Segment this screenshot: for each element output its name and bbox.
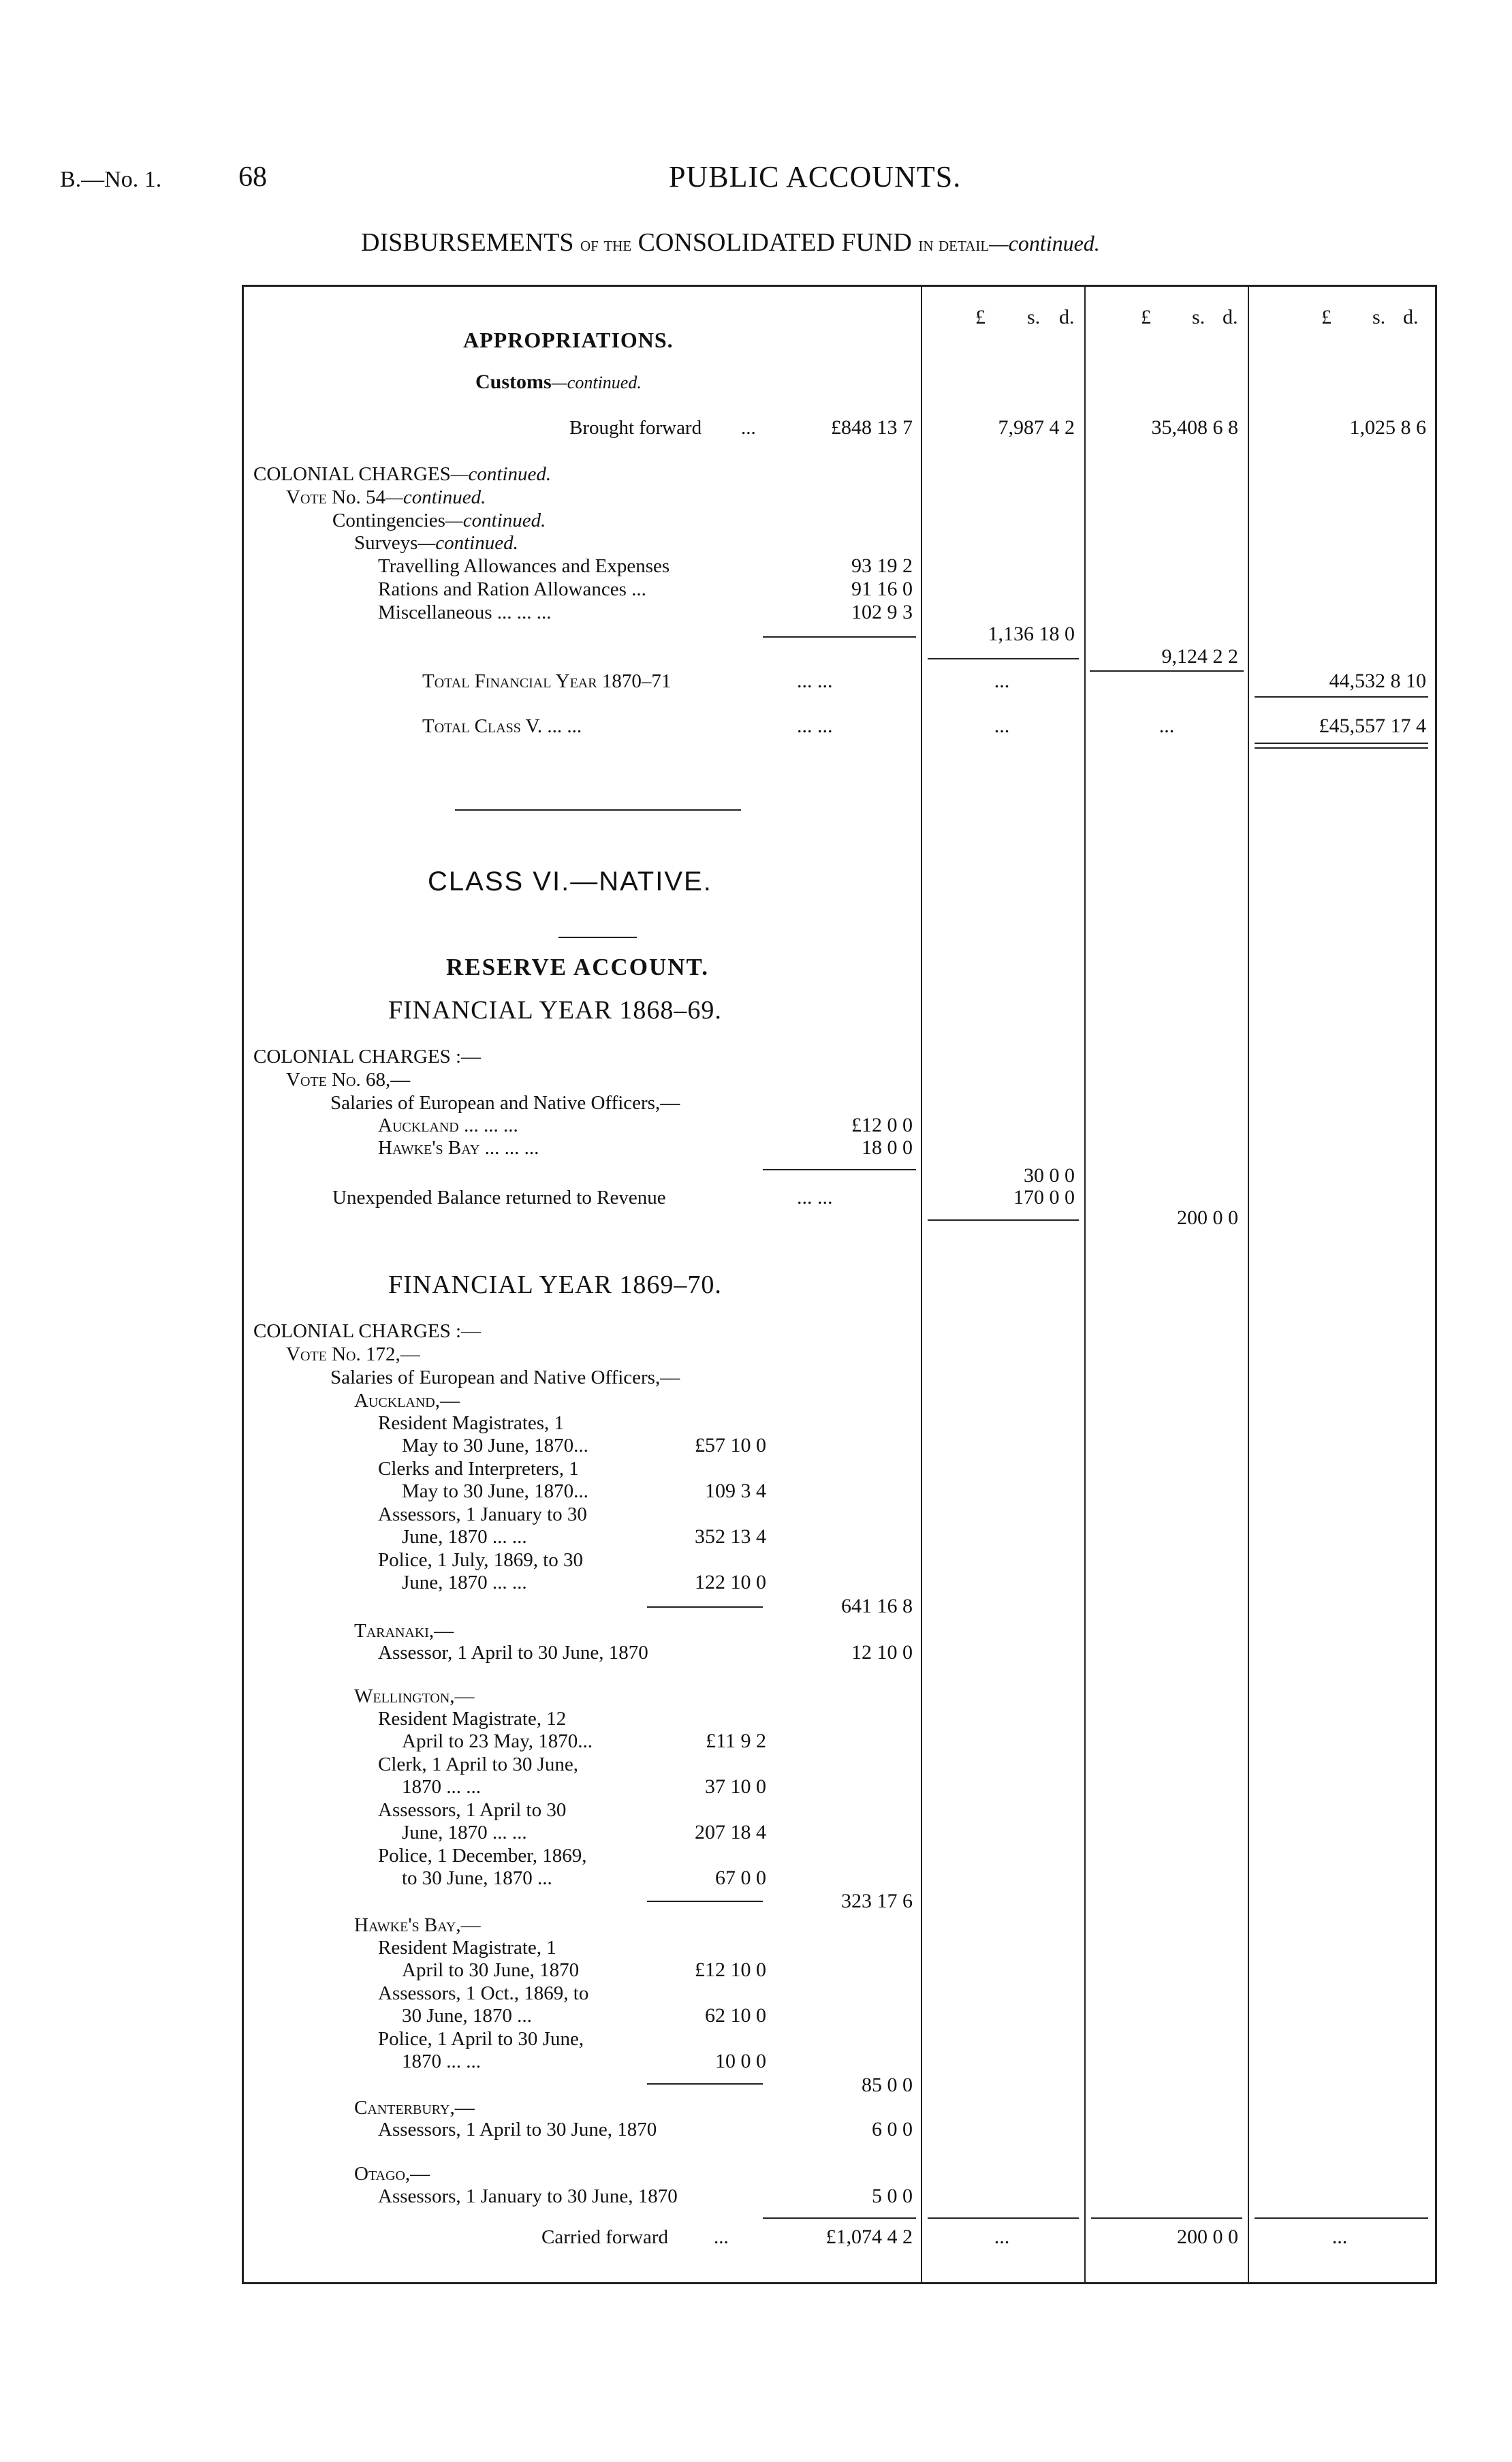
canterbury-amount: 6 0 0: [872, 2118, 913, 2140]
appropriations-heading: APPROPRIATIONS.: [463, 328, 674, 352]
otago-item-label: Assessors, 1 January to 30 June, 1870: [378, 2185, 678, 2207]
auckland-item-amount: 109 3 4: [705, 1480, 766, 1502]
auckland-item-line1: Clerks and Interpreters, 1: [378, 1458, 579, 1480]
auckland-item-line2: May to 30 June, 1870...: [402, 1435, 588, 1456]
auckland-item-line2: May to 30 June, 1870...: [402, 1480, 588, 1502]
brought-forward-dots: ...: [741, 417, 756, 439]
surveys-item-amount: 93 19 2: [851, 555, 913, 577]
brought-forward-col4: 1,025 8 6: [1349, 416, 1426, 439]
colonial-charges-label: COLONIAL CHARGES: [253, 463, 451, 485]
unexpended-balance-col2: 170 0 0: [1013, 1186, 1075, 1209]
col4-rule: [1255, 2217, 1428, 2219]
wellington-item-amount: 37 10 0: [705, 1775, 766, 1798]
carried-forward-col2: ...: [994, 2226, 1010, 2248]
auckland-heading: Auckland,—: [354, 1390, 460, 1412]
hawkes-bay-total: 85 0 0: [862, 2074, 913, 2096]
table-top-border: [242, 285, 1437, 287]
total-class-v-dots: ... ...: [797, 715, 833, 737]
auckland-item-amount: 352 13 4: [695, 1525, 766, 1548]
col3-pence-heading: d.: [1223, 306, 1238, 328]
col2-shillings-heading: s.: [1027, 306, 1041, 328]
auckland-item-line2: June, 1870 ... ...: [402, 1526, 527, 1548]
surveys-item-label: Rations and Ration Allowances ...: [378, 578, 646, 600]
surveys-item-amount: 102 9 3: [851, 601, 913, 623]
province-item-label: Hawke's Bay ... ... ...: [378, 1137, 539, 1159]
customs-label: Customs: [475, 371, 552, 393]
col2-rule: [928, 658, 1079, 659]
section-separator: [455, 809, 741, 811]
surveys-subtotal-col3: 9,124 2 2: [1161, 645, 1238, 668]
wellington-item-line1: Police, 1 December, 1869,: [378, 1845, 587, 1867]
column-divider-2: [1084, 285, 1086, 2284]
reserve-subtotal-col2: 30 0 0: [1024, 1164, 1075, 1187]
subtotal-rule: [763, 1169, 916, 1170]
brought-forward-col3: 35,408 6 8: [1151, 416, 1238, 439]
column-divider-1: [921, 285, 922, 2284]
carried-forward-col4: ...: [1332, 2226, 1348, 2248]
vote-68-heading: Vote No. 68,—: [286, 1069, 411, 1091]
carried-forward-col3: 200 0 0: [1177, 2226, 1238, 2248]
hawkes-bay-item-amount: 10 0 0: [715, 2050, 766, 2072]
wellington-total: 323 17 6: [841, 1890, 913, 1912]
wellington-heading: Wellington,—: [354, 1685, 475, 1707]
carried-forward-rule: [763, 2217, 916, 2219]
vote-54-heading: [286, 486, 486, 508]
carried-forward-dots: ...: [714, 2226, 729, 2248]
hawkes-bay-item-line1: Resident Magistrate, 1: [378, 1937, 556, 1959]
total-financial-year-dots: ... ...: [797, 670, 833, 692]
surveys-item-label: Travelling Allowances and Expenses: [378, 555, 670, 577]
customs-heading: [475, 371, 642, 394]
vote-number: No. 54: [326, 486, 386, 508]
wellington-item-line2: June, 1870 ... ...: [402, 1822, 527, 1843]
page-subtitle: [361, 228, 1100, 257]
total-class-v-label: Total Class V. ... ...: [422, 715, 582, 737]
total-financial-year-col2: ...: [994, 670, 1010, 692]
col4-shillings-heading: s.: [1372, 306, 1386, 328]
subtitle-of-the: of the: [580, 233, 632, 255]
colonial-charges-heading: [253, 463, 551, 485]
auckland-item-line2: June, 1870 ... ...: [402, 1572, 527, 1593]
surveys-heading: [354, 532, 518, 554]
contingencies-continued: —continued.: [445, 510, 546, 531]
col3-shillings-heading: s.: [1192, 306, 1206, 328]
subtotal-rule: [647, 1606, 763, 1608]
col4-pence-heading: d.: [1403, 306, 1419, 328]
hawkes-bay-item-line2: 1870 ... ...: [402, 2051, 481, 2072]
salaries-heading: Salaries of European and Native Officers,—: [330, 1367, 680, 1388]
surveys-label: Surveys: [354, 532, 418, 554]
unexpended-balance-dots: ... ...: [797, 1186, 833, 1209]
subtitle-continued: —continued.: [989, 231, 1100, 255]
total-financial-year-label: Total Financial Year 1870–71: [422, 670, 672, 692]
class-vi-heading: CLASS VI.—NATIVE.: [428, 867, 712, 897]
canterbury-heading: Canterbury,—: [354, 2097, 475, 2119]
colonial-charges-heading: COLONIAL CHARGES :—: [253, 1320, 482, 1342]
vote-label: Vote: [286, 486, 327, 508]
vote-continued: —continued.: [385, 486, 486, 508]
auckland-item-line1: Resident Magistrates, 1: [378, 1412, 565, 1434]
customs-continued: —continued.: [551, 373, 642, 392]
surveys-continued: —continued.: [418, 532, 518, 554]
carried-forward-label: Carried forward: [541, 2226, 668, 2248]
otago-amount: 5 0 0: [872, 2185, 913, 2207]
wellington-item-line2: to 30 June, 1870 ...: [402, 1867, 552, 1889]
financial-year-1868-heading: FINANCIAL YEAR 1868–69.: [388, 996, 722, 1025]
subtitle-consolidated-fund: CONSOLIDATED FUND: [637, 228, 912, 257]
wellington-item-line1: Resident Magistrate, 12: [378, 1708, 567, 1730]
surveys-item-amount: 91 16 0: [851, 578, 913, 600]
auckland-item-line1: Police, 1 July, 1869, to 30: [378, 1549, 584, 1571]
subtitle-in-detail: in detail: [918, 233, 990, 255]
hawkes-bay-item-line2: 30 June, 1870 ...: [402, 2005, 532, 2027]
wellington-item-line1: Clerk, 1 April to 30 June,: [378, 1754, 579, 1775]
col4-rule: [1255, 696, 1428, 698]
col3-rule: [1091, 2217, 1242, 2219]
salaries-heading: Salaries of European and Native Officers,—: [330, 1092, 680, 1114]
col3-pound-heading: £: [1141, 306, 1151, 328]
total-financial-year-col4: 44,532 8 10: [1329, 670, 1426, 692]
auckland-item-line1: Assessors, 1 January to 30: [378, 1503, 587, 1525]
brought-forward-label: Brought forward: [569, 417, 702, 439]
surveys-item-label: Miscellaneous ... ... ...: [378, 602, 552, 623]
auckland-item-amount: 122 10 0: [695, 1571, 766, 1593]
subtotal-rule: [647, 2083, 763, 2085]
colonial-charges-continued: —continued.: [450, 463, 552, 485]
subtotal-rule: [763, 636, 916, 638]
col2-pence-heading: d.: [1059, 306, 1075, 328]
wellington-item-line1: Assessors, 1 April to 30: [378, 1799, 567, 1821]
col4-double-rule-bottom: [1255, 747, 1428, 749]
contingencies-heading: [332, 510, 546, 531]
table-left-border: [242, 285, 244, 2284]
wellington-item-line2: 1870 ... ...: [402, 1776, 481, 1798]
hawkes-bay-item-line2: April to 30 June, 1870: [402, 1959, 580, 1981]
page-number: 68: [238, 161, 267, 193]
province-item-amount: £12 0 0: [851, 1114, 913, 1136]
col4-pound-heading: £: [1321, 306, 1332, 328]
table-bottom-border: [242, 2282, 1437, 2284]
col2-rule: [928, 1219, 1079, 1221]
province-item-label: Auckland ... ... ...: [378, 1115, 518, 1136]
col2-pound-heading: £: [975, 306, 986, 328]
financial-year-1869-heading: FINANCIAL YEAR 1869–70.: [388, 1271, 722, 1299]
auckland-item-amount: £57 10 0: [695, 1434, 766, 1456]
hawkes-bay-item-amount: 62 10 0: [705, 2004, 766, 2027]
brought-forward-col2: 7,987 4 2: [998, 416, 1075, 439]
hawkes-bay-item-line1: Police, 1 April to 30 June,: [378, 2028, 584, 2050]
otago-heading: Otago,—: [354, 2163, 430, 2185]
col3-rule: [1090, 670, 1244, 672]
total-class-v-col3: ...: [1159, 715, 1175, 737]
col4-double-rule-top: [1255, 743, 1428, 744]
wellington-item-amount: 67 0 0: [715, 1867, 766, 1889]
vote-172-heading: Vote No. 172,—: [286, 1343, 420, 1365]
short-rule: [558, 937, 637, 938]
total-class-v-col4: £45,557 17 4: [1319, 715, 1426, 737]
subtitle-disbursements: DISBURSEMENTS: [361, 228, 574, 257]
total-class-v-col2: ...: [994, 715, 1010, 737]
hawkes-bay-heading: Hawke's Bay,—: [354, 1914, 481, 1936]
hawkes-bay-item-line1: Assessors, 1 Oct., 1869, to: [378, 1982, 589, 2004]
carried-forward-amount: £1,074 4 2: [825, 2226, 913, 2248]
table-right-border: [1435, 285, 1437, 2284]
taranaki-item-label: Assessor, 1 April to 30 June, 1870: [378, 1642, 648, 1664]
col2-rule: [928, 2217, 1079, 2219]
taranaki-heading: Taranaki,—: [354, 1620, 454, 1642]
brought-forward-amount: £848 13 7: [831, 416, 913, 439]
reserve-total-col3: 200 0 0: [1177, 1206, 1238, 1229]
canterbury-item-label: Assessors, 1 April to 30 June, 1870: [378, 2119, 657, 2140]
reserve-account-heading: RESERVE ACCOUNT.: [446, 954, 710, 980]
subtotal-rule: [647, 1901, 763, 1902]
wellington-item-amount: £11 9 2: [706, 1730, 766, 1752]
colonial-charges-heading: COLONIAL CHARGES :—: [253, 1046, 482, 1068]
taranaki-amount: 12 10 0: [851, 1641, 913, 1664]
hawkes-bay-item-amount: £12 10 0: [695, 1959, 766, 1981]
province-item-amount: 18 0 0: [862, 1136, 913, 1159]
page-title: PUBLIC ACCOUNTS.: [669, 160, 962, 193]
auckland-total: 641 16 8: [841, 1595, 913, 1617]
wellington-item-line2: April to 23 May, 1870...: [402, 1730, 593, 1752]
column-divider-3: [1248, 285, 1249, 2284]
unexpended-balance-label: Unexpended Balance returned to Revenue: [332, 1187, 666, 1209]
document-reference: B.—No. 1.: [60, 167, 162, 192]
surveys-subtotal-col2: 1,136 18 0: [988, 623, 1075, 645]
contingencies-label: Contingencies: [332, 510, 445, 531]
wellington-item-amount: 207 18 4: [695, 1821, 766, 1843]
